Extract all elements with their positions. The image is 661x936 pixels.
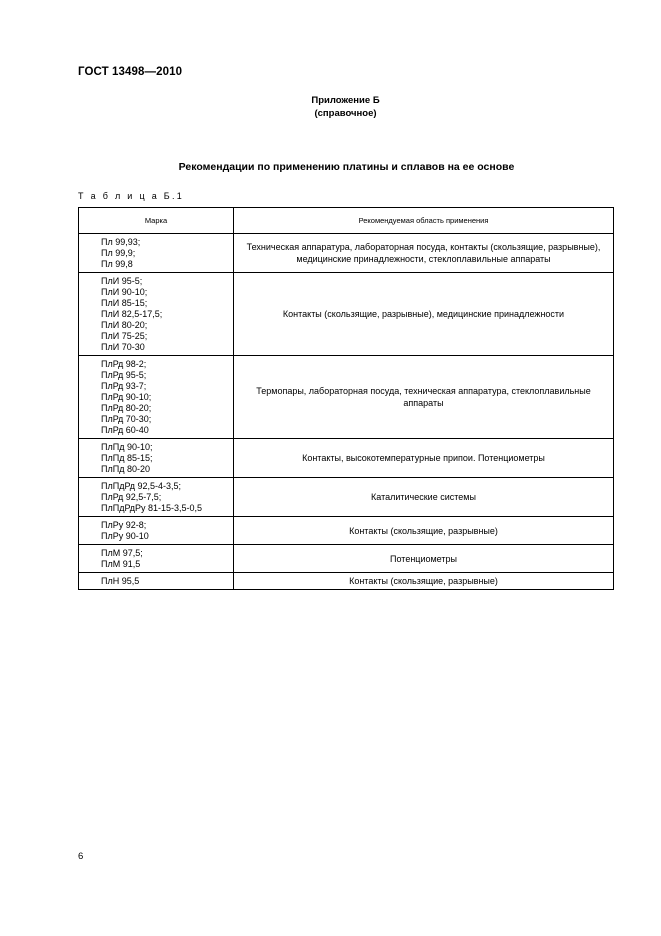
grade-line: ПлПд 90-10; [101,442,153,452]
grade-line: ПлРд 60-40 [101,425,149,435]
table-header-row [79,208,614,234]
grade-line: ПлРд 95-5; [101,370,147,380]
grade-cell [79,478,234,517]
table-row [79,356,614,439]
appendix-title: Приложение Б [311,95,380,106]
grade-cell [79,356,234,439]
grade-line: ПлПд 85-15; [101,453,153,463]
application-cell: Каталитические системы [234,478,614,517]
table-row [79,478,614,517]
document-title-text: Рекомендации по применению платины и сплавов на ее основе [178,161,515,173]
appendix-heading [0,94,661,120]
application-cell: Контакты (скользящие, разрывные), медицинские принадлежности [234,273,614,356]
grade-line: ПлИ 75-25; [101,331,148,341]
application-cell: Контакты (скользящие, разрывные) [234,517,614,545]
grade-line: ПлИ 85-15; [101,298,148,308]
grade-line: ПлПдРд 92,5-4-3,5; [101,481,182,491]
grade-cell [79,517,234,545]
table-caption: Т а б л и ц а Б.1 [78,191,185,201]
grade-cell [79,234,234,273]
grade-line: ПлПдРдРу 81-15-3,5-0,5 [101,503,203,513]
table-row [79,573,614,590]
table-row [79,273,614,356]
grade-line: Пл 99,8 [101,259,133,269]
grade-line: ПлМ 91,5 [101,559,141,569]
grade-line: ПлРд 90-10; [101,392,152,402]
application-cell: Техническая аппаратура, лабораторная посуда, контакты (скользящие, разрывные), медицинские принадлежности, стеклоплавильные аппараты [234,234,614,273]
document-title [0,161,661,173]
grade-line: ПлМ 97,5; [101,548,143,558]
grade-line: ПлИ 80-20; [101,320,148,330]
table-row [79,517,614,545]
application-cell: Потенциометры [234,545,614,573]
grade-line: ПлРу 92-8; [101,520,147,530]
grade-line: ПлРд 93-7; [101,381,147,391]
appendix-type: (справочное) [314,108,377,119]
grade-line: ПлИ 70-30 [101,342,145,352]
table-row [79,234,614,273]
column-header-grade: Марка [79,208,234,234]
application-cell: Термопары, лабораторная посуда, техническая аппаратура, стеклоплавильные аппараты [234,356,614,439]
grade-line: ПлИ 90-10; [101,287,148,297]
grade-cell [79,273,234,356]
grade-line: ПлРд 80-20; [101,403,152,413]
table-body [79,234,614,590]
grade-cell [79,439,234,478]
document-header: ГОСТ 13498—2010 [78,66,183,78]
grade-line: ПлН 95,5 [101,576,140,586]
grade-line: ПлРд 98-2; [101,359,147,369]
alloy-application-table [78,207,614,590]
grade-line: ПлРд 92,5-7,5; [101,492,162,502]
grade-line: ПлИ 95-5; [101,276,143,286]
grade-line: Пл 99,93; [101,237,141,247]
grade-cell [79,545,234,573]
grade-line: ПлРд 70-30; [101,414,152,424]
grade-cell [79,573,234,590]
grade-line: ПлИ 82,5-17,5; [101,309,163,319]
grade-line: Пл 99,9; [101,248,136,258]
page-number: 6 [78,851,84,862]
grade-line: ПлПд 80-20 [101,464,150,474]
table-row [79,439,614,478]
application-cell: Контакты (скользящие, разрывные) [234,573,614,590]
column-header-application: Рекомендуемая область применения [234,208,614,234]
application-cell: Контакты, высокотемпературные припои. Потенциометры [234,439,614,478]
table-row [79,545,614,573]
grade-line: ПлРу 90-10 [101,531,149,541]
